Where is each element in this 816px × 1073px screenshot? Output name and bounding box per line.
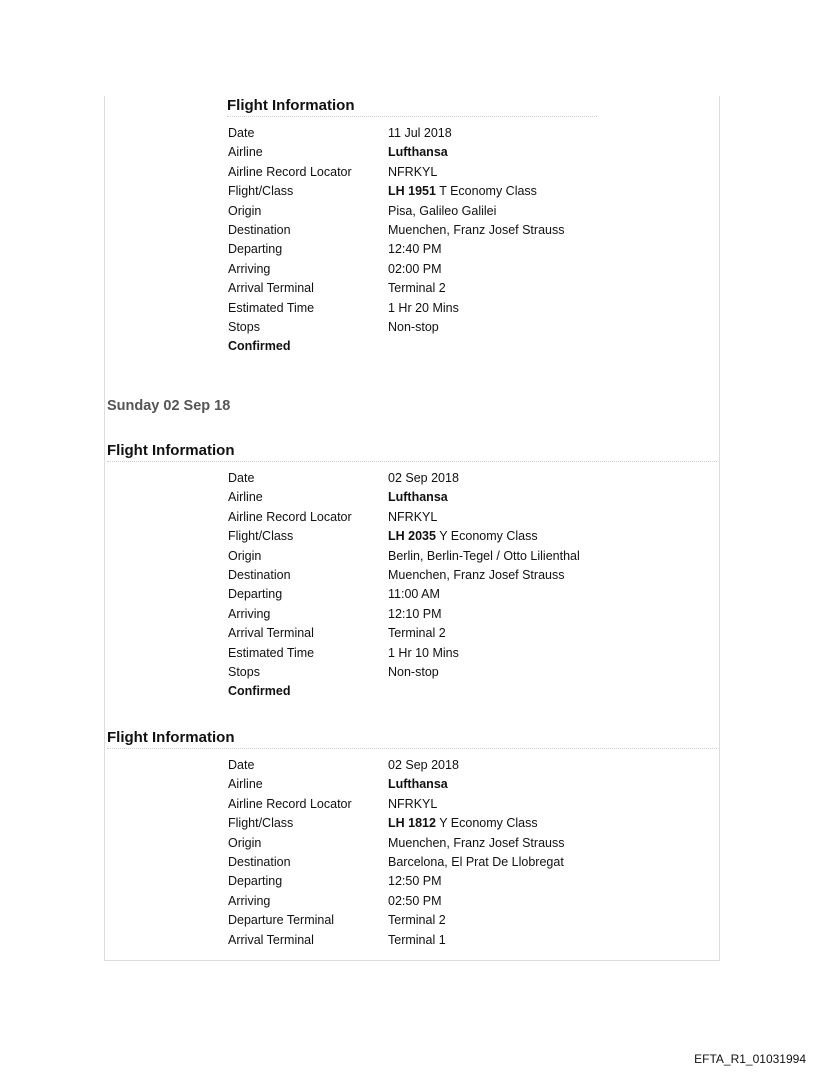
arriving-value: 02:50 PM bbox=[388, 893, 442, 908]
destination-value: Muenchen, Franz Josef Strauss bbox=[388, 222, 565, 237]
flight-number: LH 1951 bbox=[388, 184, 436, 199]
airline-value: Lufthansa bbox=[388, 777, 448, 792]
flight-class: Y Economy Class bbox=[439, 816, 538, 831]
destination-label: Destination bbox=[228, 222, 291, 237]
departure-terminal-label: Departure Terminal bbox=[228, 913, 335, 928]
departing-label: Departing bbox=[228, 242, 283, 257]
section-title: Flight Information bbox=[227, 97, 355, 114]
flight-value bbox=[388, 182, 537, 201]
arriving-label: Arriving bbox=[228, 606, 271, 621]
date-label: Date bbox=[228, 758, 255, 772]
airline-label: Airline bbox=[228, 145, 263, 160]
estimated-time-label: Estimated Time bbox=[228, 645, 315, 660]
estimated-time-value: 1 Hr 10 Mins bbox=[388, 645, 459, 660]
arriving-value: 02:00 PM bbox=[388, 261, 442, 276]
estimated-time-value: 1 Hr 20 Mins bbox=[388, 300, 459, 315]
arrival-terminal-label: Arrival Terminal bbox=[228, 932, 314, 947]
locator-label: Airline Record Locator bbox=[228, 164, 352, 179]
document-id: EFTA_R1_01031994 bbox=[694, 1052, 806, 1066]
arrival-terminal-value: Terminal 2 bbox=[388, 281, 446, 296]
airline-value: Lufthansa bbox=[388, 145, 448, 160]
destination-value: Barcelona, El Prat De Llobregat bbox=[388, 854, 564, 869]
departure-terminal-value: Terminal 2 bbox=[388, 913, 446, 928]
airline-label: Airline bbox=[228, 777, 263, 792]
day-heading: Sunday 02 Sep 18 bbox=[107, 398, 231, 414]
flight-number: LH 1812 bbox=[388, 816, 436, 831]
stops-label: Stops bbox=[228, 319, 260, 334]
departing-value: 11:00 AM bbox=[388, 587, 440, 602]
origin-label: Origin bbox=[228, 548, 262, 563]
flight-value bbox=[388, 527, 538, 546]
flight-label: Flight/Class bbox=[228, 184, 294, 199]
date-label: Date bbox=[228, 471, 255, 485]
date-value: 11 Jul 2018 bbox=[388, 126, 452, 140]
arrival-terminal-value: Terminal 1 bbox=[388, 932, 446, 947]
origin-value: Muenchen, Franz Josef Strauss bbox=[388, 835, 565, 850]
flight-class: Y Economy Class bbox=[439, 529, 538, 544]
status-text: Confirmed bbox=[228, 339, 291, 354]
arriving-label: Arriving bbox=[228, 893, 271, 908]
departing-value: 12:50 PM bbox=[388, 874, 442, 889]
flight-class: T Economy Class bbox=[439, 184, 537, 199]
flight-label: Flight/Class bbox=[228, 816, 294, 831]
flight-label: Flight/Class bbox=[228, 529, 294, 544]
section-divider bbox=[227, 116, 597, 117]
origin-value: Pisa, Galileo Galilei bbox=[388, 203, 497, 218]
airline-value: Lufthansa bbox=[388, 490, 448, 505]
locator-value: NFRKYL bbox=[388, 796, 438, 811]
arriving-label: Arriving bbox=[228, 261, 271, 276]
airline-label: Airline bbox=[228, 490, 263, 505]
origin-value: Berlin, Berlin-Tegel / Otto Lilienthal bbox=[388, 548, 580, 563]
status-text: Confirmed bbox=[228, 684, 291, 699]
locator-value: NFRKYL bbox=[388, 509, 438, 524]
section-divider bbox=[107, 748, 717, 749]
flight-number: LH 2035 bbox=[388, 529, 436, 544]
arrival-terminal-value: Terminal 2 bbox=[388, 626, 446, 641]
stops-value: Non-stop bbox=[388, 319, 439, 334]
origin-label: Origin bbox=[228, 203, 262, 218]
flight-value bbox=[388, 814, 538, 833]
stops-label: Stops bbox=[228, 664, 260, 679]
date-value: 02 Sep 2018 bbox=[388, 471, 459, 485]
arriving-value: 12:10 PM bbox=[388, 606, 442, 621]
locator-value: NFRKYL bbox=[388, 164, 438, 179]
locator-label: Airline Record Locator bbox=[228, 796, 352, 811]
destination-label: Destination bbox=[228, 567, 291, 582]
date-value: 02 Sep 2018 bbox=[388, 758, 459, 772]
date-label: Date bbox=[228, 126, 255, 140]
destination-label: Destination bbox=[228, 854, 291, 869]
stops-value: Non-stop bbox=[388, 664, 439, 679]
destination-value: Muenchen, Franz Josef Strauss bbox=[388, 567, 565, 582]
arrival-terminal-label: Arrival Terminal bbox=[228, 281, 314, 296]
departing-label: Departing bbox=[228, 587, 283, 602]
estimated-time-label: Estimated Time bbox=[228, 300, 315, 315]
arrival-terminal-label: Arrival Terminal bbox=[228, 626, 314, 641]
section-title: Flight Information bbox=[107, 729, 235, 746]
locator-label: Airline Record Locator bbox=[228, 509, 352, 524]
origin-label: Origin bbox=[228, 835, 262, 850]
section-divider bbox=[107, 461, 717, 462]
departing-value: 12:40 PM bbox=[388, 242, 442, 257]
departing-label: Departing bbox=[228, 874, 283, 889]
section-title: Flight Information bbox=[107, 442, 235, 459]
